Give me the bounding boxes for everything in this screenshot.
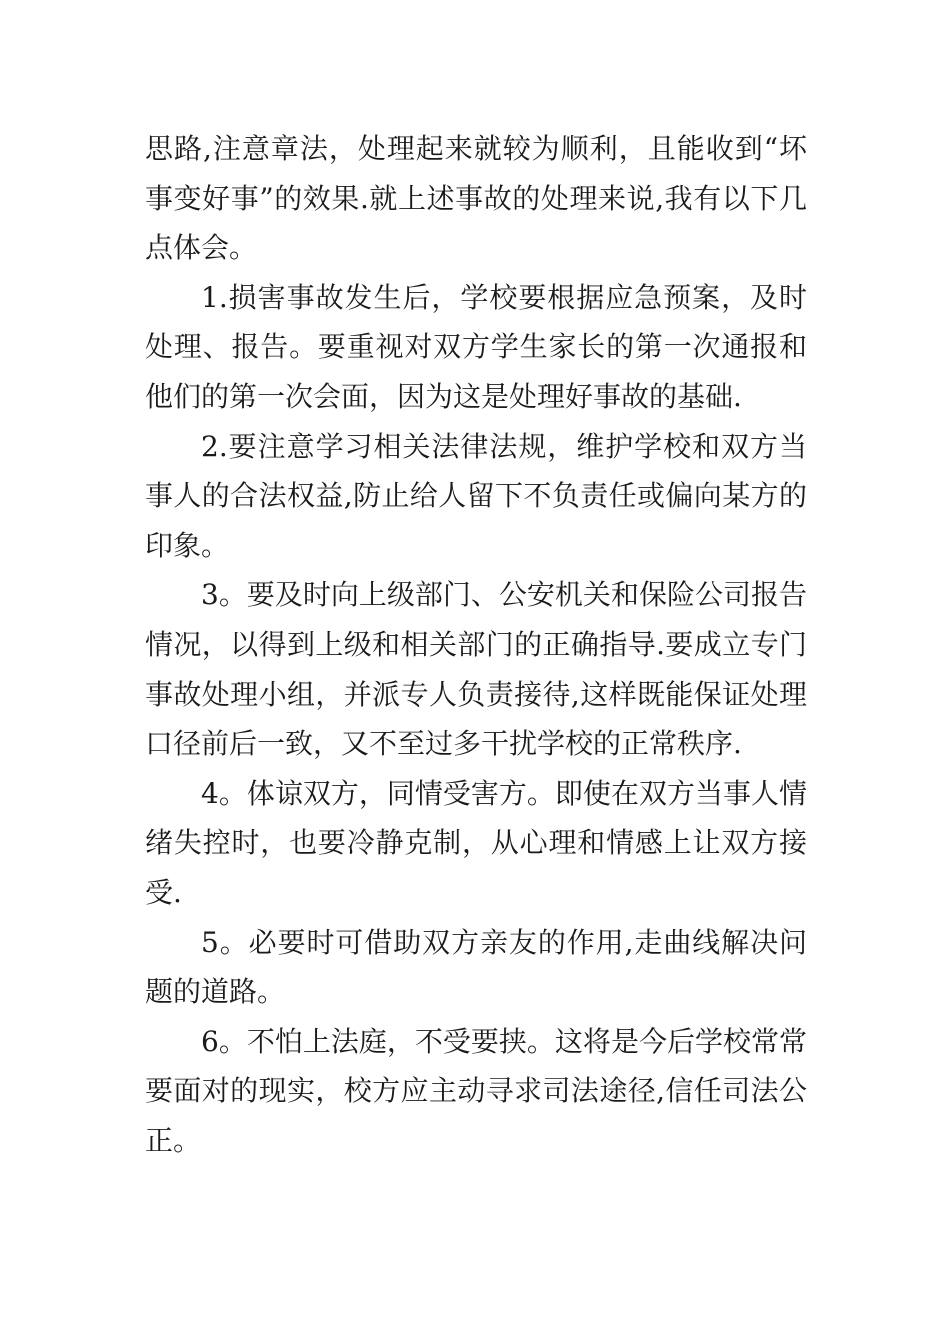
paragraph-point-4: 4。体谅双方，同情受害方。即使在双方当事人情绪失控时，也要冷静克制，从心理和情感上让双方接受.: [145, 776, 807, 909]
paragraph-point-3: 3。要及时向上级部门、公安机关和保险公司报告情况，以得到上级和相关部门的正确指导.要成立专门事故处理小组，并派专人负责接待,这样既能保证处理口径前后一致，又不至过多干扰学校的正常秩序.: [145, 578, 807, 761]
paragraph-point-1: 1.损害事故发生后，学校要根据应急预案，及时处理、报告。要重视对双方学生家长的第一次通报和他们的第一次会面，因为这是处理好事故的基础.: [145, 280, 807, 413]
paragraph-point-5: 5。必要时可借助双方亲友的作用,走曲线解决问题的道路。: [145, 925, 807, 1009]
document-body: [145, 124, 807, 1165]
paragraph-point-2: 2.要注意学习相关法律法规，维护学校和双方当事人的合法权益,防止给人留下不负责任或偏向某方的印象。: [145, 429, 807, 562]
paragraph-point-6: 6。不怕上法庭，不受要挟。这将是今后学校常常要面对的现实，校方应主动寻求司法途径,信任司法公正。: [145, 1024, 807, 1157]
paragraph-intro: 思路,注意章法，处理起来就较为顺利，且能收到“坏事变好事”的效果.就上述事故的处理来说,我有以下几点体会。: [145, 132, 807, 265]
